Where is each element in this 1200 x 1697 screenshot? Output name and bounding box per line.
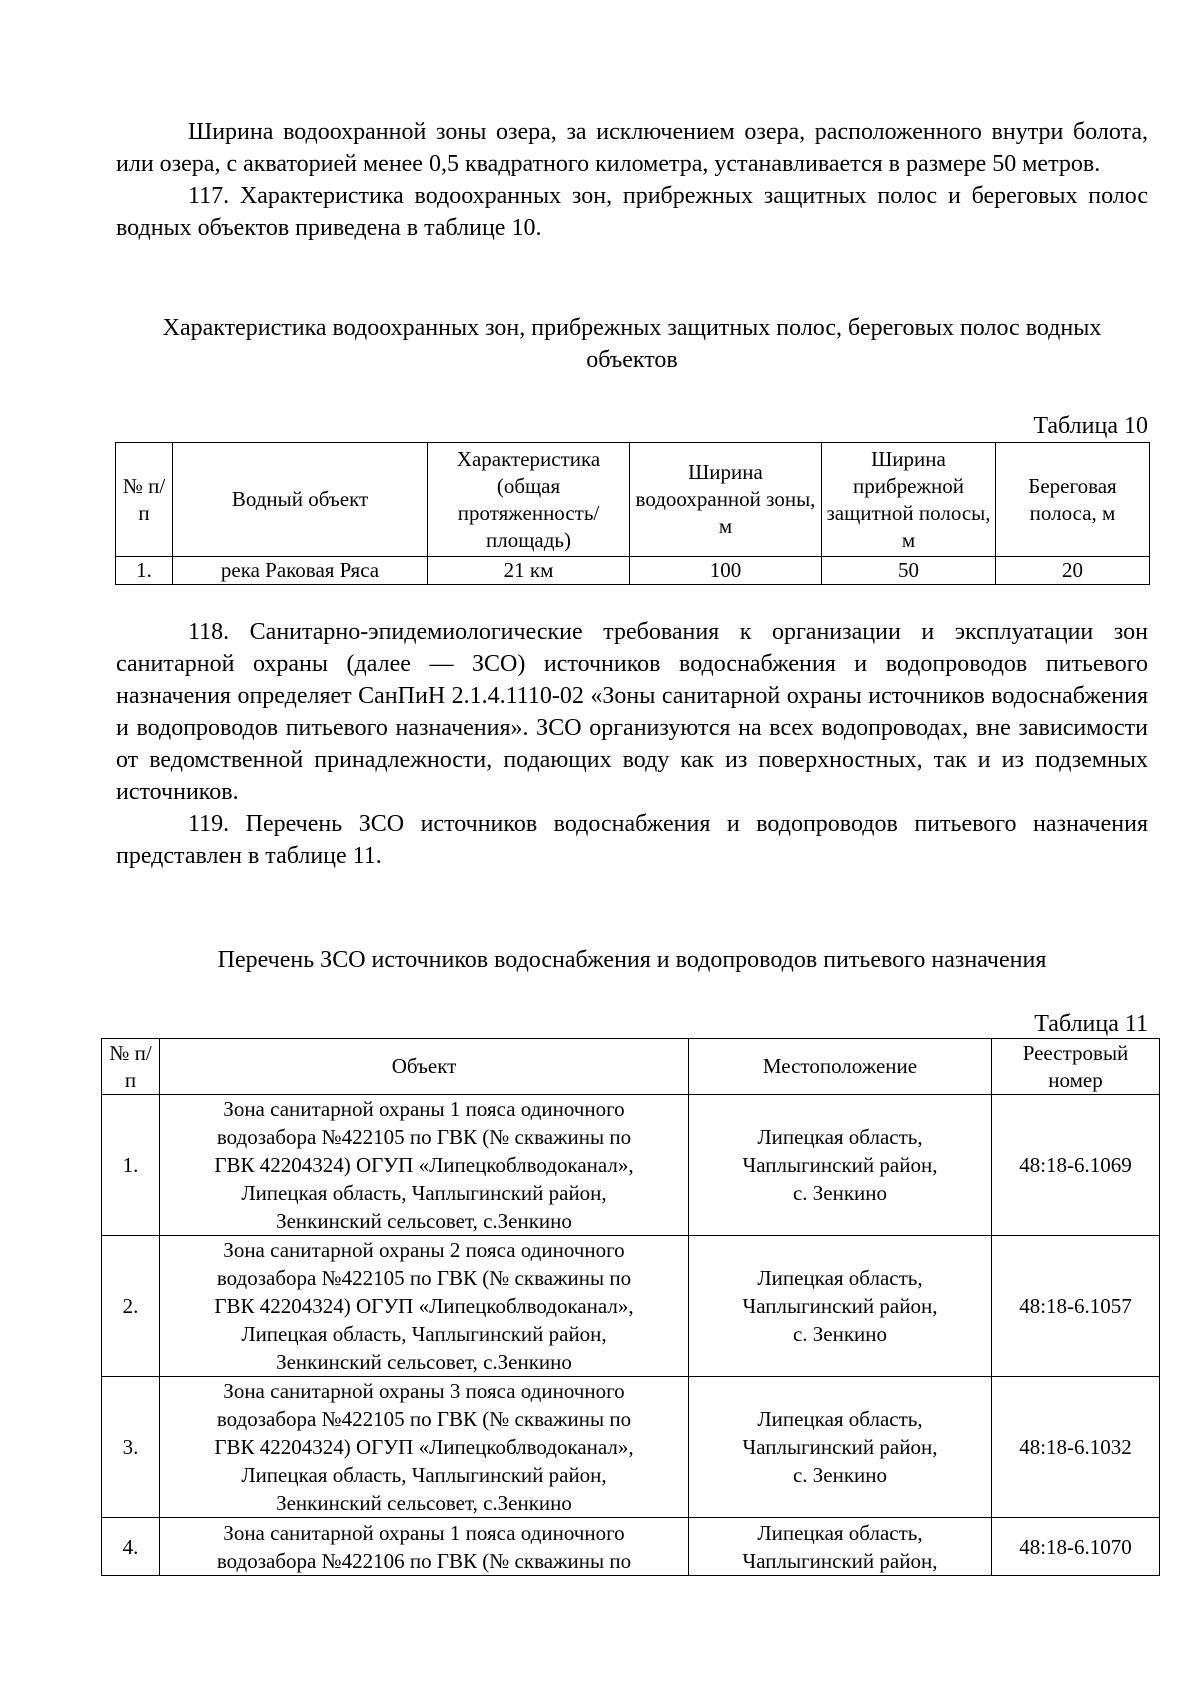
table11-cell-location	[689, 1095, 992, 1236]
table11-object-line: ГВК 42204324) ОГУП «Липецкоблводоканал»,	[214, 1435, 634, 1459]
table11-object-line: водозабора №422106 по ГВК (№ скважины по	[216, 1548, 632, 1573]
table11-location-line: Чаплыгинский район,	[742, 1294, 938, 1318]
table10-header-characteristic: Характеристика (общая протяженность/ площадь)	[428, 443, 630, 557]
table11-caption: Перечень ЗСО источников водоснабжения и водопроводов питьевого назначения	[217, 947, 1047, 973]
table11-location-line: Чаплыгинский район,	[742, 1153, 938, 1177]
table11-cell-registry: 48:18-6.1032	[992, 1377, 1160, 1518]
table11-cell-registry: 48:18-6.1069	[992, 1095, 1160, 1236]
table10-cell-protective-strip: 50	[822, 557, 996, 585]
table11-object-line: Зона санитарной охраны 2 пояса одиночного	[223, 1238, 625, 1262]
table-row	[116, 557, 1150, 585]
table11-object-line: Зона санитарной охраны 1 пояса одиночного	[223, 1520, 625, 1545]
paragraph-118: 118. Санитарно-эпидемиологические требования к организации и эксплуатации зон санитарной охраны (далее — ЗСО) источников водоснабжения и водопроводов питьевого назначения определяет СанПиН 2.1.4.1110-02 «Зоны санитарной охраны источников водоснабжения и водопроводов питьевого назначения». ЗСО организуются на всех водопроводах, вне зависимости от ведомственной принадлежности, подающих воду как из поверхностных, так и из подземных источников.	[116, 619, 1148, 805]
table11-object-line: Липецкая область, Чаплыгинский район,	[241, 1181, 607, 1205]
table10-header-object: Водный объект	[173, 443, 428, 557]
table11-object-line: водозабора №422105 по ГВК (№ скважины по	[216, 1266, 632, 1290]
paragraph-lake-zone: Ширина водоохранной зоны озера, за исключением озера, расположенного внутри болота, или озера, с акваторией менее 0,5 квадратного километра, устанавливается в размере 50 метров.	[116, 119, 1148, 177]
table10-label: Таблица 10	[1033, 413, 1148, 439]
table11	[101, 1038, 1160, 1576]
table11-cell-object	[160, 1518, 689, 1576]
paragraph-119: 119. Перечень ЗСО источников водоснабжения и водопроводов питьевого назначения представлен в таблице 11.	[116, 811, 1148, 869]
table11-location-line: с. Зенкино	[792, 1181, 888, 1205]
table11-object-line: Липецкая область, Чаплыгинский район,	[241, 1322, 607, 1346]
table11-object-line: ГВК 42204324) ОГУП «Липецкоблводоканал»,	[214, 1294, 634, 1318]
table11-object-line: Зенкинский сельсовет, с.Зенкино	[276, 1491, 572, 1515]
table10-header-protective-strip-width: Ширина прибрежной защитной полосы, м	[822, 443, 996, 557]
table10	[115, 442, 1150, 585]
table11-header-object: Объект	[160, 1039, 689, 1095]
table10-cell-num: 1.	[116, 557, 173, 585]
table-row	[102, 1518, 1160, 1576]
table11-object-line: Зона санитарной охраны 1 пояса одиночного	[223, 1097, 625, 1121]
table11-header-num: № п/п	[102, 1039, 160, 1095]
table11-object-line: водозабора №422105 по ГВК (№ скважины по	[216, 1407, 632, 1431]
table11-cell-num: 2.	[102, 1236, 160, 1377]
table11-location-line: с. Зенкино	[792, 1463, 888, 1487]
intro-section	[116, 116, 1148, 244]
table11-cell-location	[689, 1377, 992, 1518]
table10-cell-object: река Раковая Ряса	[173, 557, 428, 585]
table-row	[102, 1236, 1160, 1377]
table11-object-line: Зенкинский сельсовет, с.Зенкино	[276, 1350, 572, 1374]
table10-header-shore-strip: Береговая полоса, м	[996, 443, 1150, 557]
table11-cell-object	[160, 1095, 689, 1236]
table11-cell-num: 4.	[102, 1518, 160, 1576]
table11-cell-object	[160, 1236, 689, 1377]
table11-object-line: Липецкая область, Чаплыгинский район,	[241, 1463, 607, 1487]
table11-location-line: Липецкая область,	[757, 1407, 923, 1431]
table11-location-line: с. Зенкино	[792, 1322, 888, 1346]
table11-location-line: Липецкая область,	[757, 1266, 923, 1290]
table11-location-line: Чаплыгинский район,	[742, 1435, 938, 1459]
table11-location-line: Липецкая область,	[757, 1520, 923, 1545]
table11-cell-registry: 48:18-6.1070	[992, 1518, 1160, 1576]
table11-header-location: Местоположение	[689, 1039, 992, 1095]
table11-object-line: Зона санитарной охраны 3 пояса одиночного	[223, 1379, 625, 1403]
table10-header-water-zone-width: Ширина водоохранной зоны, м	[630, 443, 822, 557]
table-row	[102, 1095, 1160, 1236]
table11-header-row	[102, 1039, 1160, 1095]
table11-label: Таблица 11	[1034, 1011, 1148, 1037]
table10-cell-water-zone: 100	[630, 557, 822, 585]
middle-section	[116, 616, 1148, 872]
table11-location-line: Чаплыгинский район,	[742, 1548, 938, 1573]
table10-header-row	[116, 443, 1150, 557]
paragraph-117: 117. Характеристика водоохранных зон, прибрежных защитных полос и береговых полос водных объектов приведена в таблице 10.	[116, 183, 1148, 241]
table11-cell-num: 1.	[102, 1095, 160, 1236]
table11-cell-location	[689, 1236, 992, 1377]
table10-cell-length: 21 км	[428, 557, 630, 585]
table11-cell-location	[689, 1518, 992, 1576]
table11-object-line: ГВК 42204324) ОГУП «Липецкоблводоканал»,	[214, 1153, 634, 1177]
table11-header-registry: Реестровый номер	[992, 1039, 1160, 1095]
table11-object-line: водозабора №422105 по ГВК (№ скважины по	[216, 1125, 632, 1149]
table11-object-line: Зенкинский сельсовет, с.Зенкино	[276, 1209, 572, 1233]
table10-caption: Характеристика водоохранных зон, прибрежных защитных полос, береговых полос водных объектов	[162, 315, 1102, 373]
table11-cell-num: 3.	[102, 1377, 160, 1518]
table10-cell-shore-strip: 20	[996, 557, 1150, 585]
table-row	[102, 1377, 1160, 1518]
table11-location-line: Липецкая область,	[757, 1125, 923, 1149]
table11-cell-registry: 48:18-6.1057	[992, 1236, 1160, 1377]
table11-cell-object	[160, 1377, 689, 1518]
table10-header-num: № п/п	[116, 443, 173, 557]
